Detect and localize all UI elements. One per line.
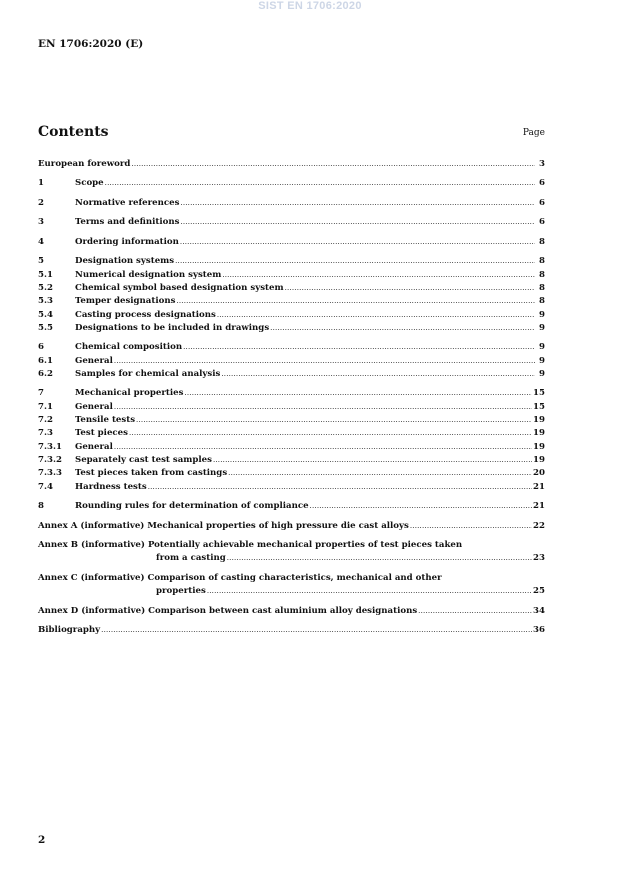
toc-entry-5-3[interactable] [38,295,545,308]
toc-title: Terms and definitions [75,217,180,228]
toc-title: Annex B (informative) Potentially achievable mechanical properties of test pieces taken [38,540,463,550]
leader-dots [180,236,535,249]
toc-number: 7.1 [38,401,53,412]
toc-title-continued: properties [156,586,206,597]
leader-dots [418,605,532,618]
toc-title: Annex C (informative) Comparison of casting characteristics, mechanical and other [38,572,442,583]
toc-page: 15 [533,401,545,412]
toc-title: Tensile tests [75,415,136,426]
toc-number: 7.3.3 [38,468,62,479]
leader-dots [285,282,535,295]
toc-page: 8 [539,256,545,267]
toc-entry-7-3-1[interactable] [38,441,545,454]
toc-page: 8 [539,283,545,294]
toc-entry-6[interactable] [38,341,545,354]
toc-title: General [75,441,113,452]
toc-title: General [75,401,113,412]
leader-dots [114,441,532,454]
toc-entry-3[interactable] [38,216,545,229]
toc-title: Mechanical properties [75,388,184,399]
toc-entry-6-1[interactable] [38,355,545,368]
toc-page: 22 [533,520,545,531]
toc-page: 19 [533,428,545,439]
toc-entry-4[interactable] [38,236,545,249]
toc-entry-annex-d[interactable] [38,605,545,618]
toc-title: Hardness tests [75,481,147,492]
toc-number: 6.1 [38,355,53,366]
contents-heading: Contents [38,124,109,140]
toc-page: 36 [533,625,545,636]
toc-page: 19 [533,454,545,465]
page-column-label: Page [522,128,545,138]
toc-number: 6.2 [38,368,53,379]
toc-entry-2[interactable] [38,197,545,210]
leader-dots [105,177,535,190]
toc-page: 19 [533,415,545,426]
toc-entry-5-5[interactable] [38,322,545,335]
leader-dots [213,454,532,467]
toc-entry-7-2[interactable] [38,414,545,427]
document-id: EN 1706:2020 (E) [38,38,144,50]
toc-entry-5-2[interactable] [38,282,545,295]
toc-number: 5.4 [38,309,53,320]
toc-title: Numerical designation system [75,269,222,280]
toc-number: 7 [38,388,44,399]
toc-number: 7.2 [38,415,53,426]
toc-number: 4 [38,236,44,247]
toc-entry-annex-b[interactable] [38,552,545,565]
toc-page: 9 [539,342,545,353]
toc-entry-5[interactable] [38,255,545,268]
toc-number: 7.3.1 [38,441,62,452]
toc-entry-1[interactable] [38,177,545,190]
toc-page: 6 [539,217,545,228]
toc-entry-7-1[interactable] [38,401,545,414]
toc-title: Chemical symbol based designation system [75,283,284,294]
toc-page: 15 [533,388,545,399]
toc-page: 9 [539,322,545,333]
toc-page: 21 [533,501,545,512]
page-number: 2 [38,834,46,846]
leader-dots [129,427,532,440]
leader-dots [131,158,535,171]
toc-entry-5-1[interactable] [38,269,545,282]
toc-entry-7-4[interactable] [38,481,545,494]
leader-dots [180,216,535,229]
toc-entry-6-2[interactable] [38,368,545,381]
toc-title: Casting process designations [75,309,216,320]
leader-dots [175,255,535,268]
toc-number: 5.1 [38,269,53,280]
toc-page: 9 [539,309,545,320]
toc-entry-annex-b-line1[interactable] [38,539,545,552]
toc-title: Designation systems [75,256,175,267]
toc-title: European foreword [38,159,131,169]
leader-dots [310,500,532,513]
toc-title: Samples for chemical analysis [75,368,221,379]
leader-dots [183,341,535,354]
toc-number: 8 [38,501,44,512]
toc-title: Normative references [75,197,180,208]
toc-number: 7.4 [38,481,53,492]
toc-number: 7.3 [38,428,53,439]
toc-entry-bibliography[interactable] [38,624,545,637]
toc-page: 3 [539,159,545,169]
leader-dots [176,295,535,308]
toc-title: Test pieces [75,428,128,439]
toc-entry-7[interactable] [38,387,545,400]
toc-entry-annex-a[interactable] [38,520,545,533]
toc-number: 3 [38,217,44,228]
toc-page: 34 [533,605,545,616]
toc-page: 8 [539,236,545,247]
toc-title: Separately cast test samples [75,454,212,465]
toc-title: Bibliography [38,625,101,636]
toc-title: Annex D (informative) Comparison between cast aluminium alloy designations [38,605,418,616]
leader-dots [227,552,532,565]
leader-dots [228,467,532,480]
toc-page: 9 [539,355,545,366]
toc-page: 9 [539,368,545,379]
toc-title: Annex A (informative) Mechanical properties of high pressure die cast alloys [38,520,409,531]
toc-page: 25 [533,586,545,597]
leader-dots [222,269,535,282]
toc-number: 5.3 [38,296,53,307]
leader-dots [180,197,535,210]
toc-page: 19 [533,441,545,452]
toc-entry-7-3-2[interactable] [38,454,545,467]
table-of-contents [38,158,545,637]
toc-title: Ordering information [75,236,179,247]
toc-page: 6 [539,178,545,189]
toc-number: 5.5 [38,322,53,333]
leader-dots [184,387,532,400]
toc-page: 21 [533,481,545,492]
toc-title: Rounding rules for determination of compliance [75,501,309,512]
toc-page: 8 [539,296,545,307]
toc-title-continued: from a casting [156,553,226,564]
leader-dots [221,368,535,381]
toc-number: 7.3.2 [38,454,62,465]
toc-entry-7-3[interactable] [38,427,545,440]
toc-page: 23 [533,553,545,564]
toc-title: Test pieces taken from castings [75,468,228,479]
leader-dots [114,355,535,368]
watermark: SIST EN 1706:2020 [258,0,362,12]
toc-title: Designations to be included in drawings [75,322,270,333]
toc-title: Temper designations [75,296,176,307]
toc-number: 5.2 [38,283,53,294]
toc-entry-annex-c[interactable] [38,585,545,598]
toc-number: 5 [38,256,44,267]
leader-dots [270,322,535,335]
leader-dots [217,309,535,322]
toc-number: 2 [38,197,44,208]
leader-dots [207,585,532,598]
toc-title: Scope [75,178,104,189]
leader-dots [148,481,532,494]
toc-title: Chemical composition [75,342,183,353]
toc-number: 1 [38,178,44,189]
toc-page: 20 [533,468,545,479]
leader-dots [101,624,532,637]
toc-page: 8 [539,269,545,280]
toc-entry-5-4[interactable] [38,309,545,322]
toc-entry-foreword[interactable] [38,158,545,171]
toc-number: 6 [38,342,44,353]
toc-entry-annex-c-line1[interactable] [38,572,545,585]
leader-dots [114,401,532,414]
toc-title: General [75,355,113,366]
toc-page: 6 [539,197,545,208]
leader-dots [136,414,532,427]
toc-entry-7-3-3[interactable] [38,467,545,480]
leader-dots [410,520,532,533]
toc-entry-8[interactable] [38,500,545,513]
